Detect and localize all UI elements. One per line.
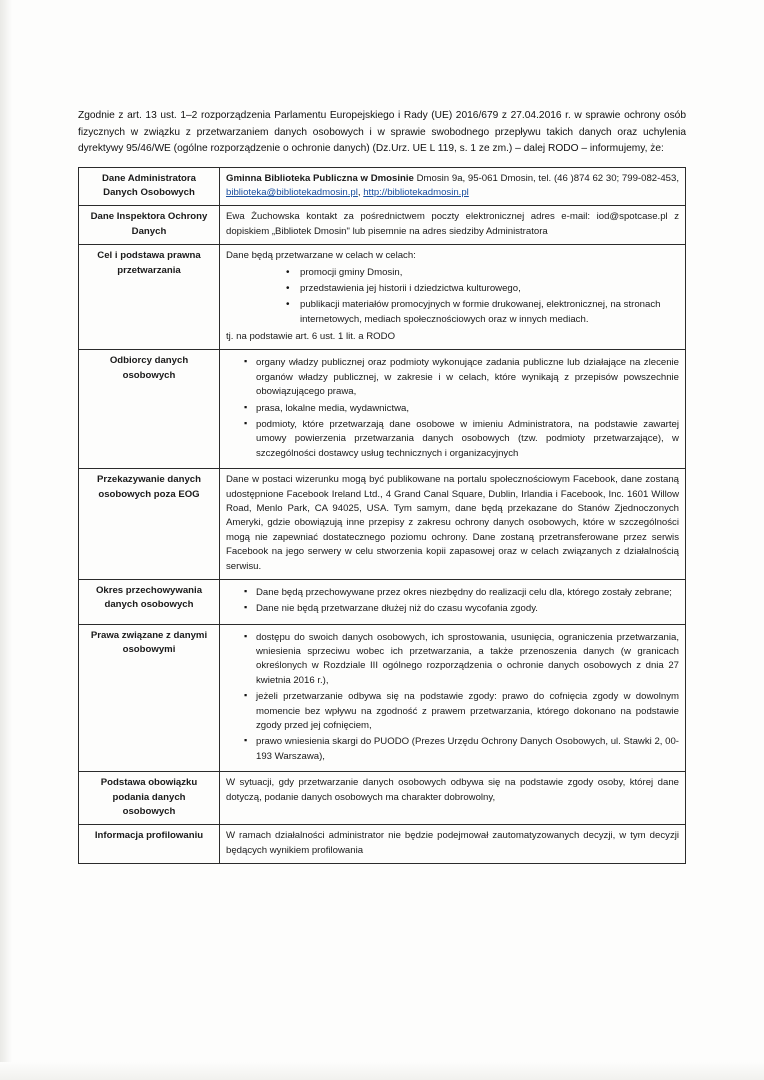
list-item: ▪ Dane nie będą przetwarzane dłużej niż do czasu wycofania zgody. [244, 602, 679, 616]
list-item: ▪ Dane będą przechowywane przez okres niezbędny do realizacji celu dla, którego zostały zebrane; [244, 586, 679, 600]
scan-edge-shadow-bottom [0, 1062, 764, 1080]
row-label-rights: Prawa związane z danymi osobowymi [79, 624, 220, 772]
row-content-recipients [220, 350, 686, 469]
table-row [79, 579, 686, 624]
row-label-inspector: Dane Inspektora Ochrony Danych [79, 206, 220, 245]
administrator-website-link[interactable]: http://bibliotekadmosin.pl [363, 186, 469, 198]
intro-paragraph: Zgodnie z art. 13 ust. 1–2 rozporządzenia Parlamentu Europejskiego i Rady (UE) 2016/679 z 27.04.2016 r. w sprawie ochrony osób fizycznych w związku z przetwarzaniem danych osobowych i w sprawie swobodnego przepływu takich danych oraz uchylenia dyrektywy 95/46/WE (ogólne rozporządzenie o ochronie danych) (Dz.Urz. UE L 119, s. 1 ze zm.) – dalej RODO – informujemy, że: [78, 110, 686, 155]
row-content-inspector: Ewa Żuchowska kontakt za pośrednictwem poczty elektronicznej adres e-mail: iod@spotcase.pl z dopiskiem „Bibliotek Dmosin" lub pisemnie na adres siedziby Administratora [220, 206, 686, 245]
list-item: ▪ jeżeli przetwarzanie odbywa się na podstawie zgody: prawo do cofnięcia zgody w dowolnym momencie bez wpływu na zgodność z prawem przetwarzania, którego dokonano na podstawie zgody przed jej cofnięciem, [244, 690, 679, 733]
scan-edge-shadow-left [0, 0, 12, 1080]
row-content-profiling: W ramach działalności administrator nie będzie podejmował zautomatyzowanych decyzji, w tym decyzji będących wynikiem profilowania [220, 825, 686, 864]
list-item: • przedstawienia jej historii i dziedzictwa kulturowego, [286, 282, 679, 296]
list-item: • promocji gminy Dmosin, [286, 266, 679, 280]
table-row [79, 825, 686, 864]
table-row [79, 167, 686, 206]
table-row [79, 624, 686, 772]
list-item: • publikacji materiałów promocyjnych w formie drukowanej, elektronicznej, na stronach internetowych, mediach społecznościowych oraz w innych mediach. [286, 298, 679, 327]
row-content-retention [220, 579, 686, 624]
purpose-list [226, 266, 679, 328]
recipients-list [226, 356, 679, 461]
row-label-purpose: Cel i podstawa prawna przetwarzania [79, 245, 220, 350]
table-row [79, 350, 686, 469]
administrator-address: Dmosin 9a, 95-061 Dmosin, tel. (46 )874 62 30; 799-082-453, [413, 172, 679, 184]
purpose-lead: Dane będą przetwarzane w celach w celach: [226, 250, 416, 262]
list-item: ▪ dostępu do swoich danych osobowych, ich sprostowania, usunięcia, ograniczenia przetwarzania, wniesienia sprzeciwu wobec ich przetwarzania, a także przenoszenia danych (w granicach określonych w Rozdziale III ogólnego rozporządzenia o ochronie danych osobowych z dnia 27 kwietnia 2016 r.), [244, 631, 679, 689]
row-label-obligation: Podstawa obowiązku podania danych osobowych [79, 772, 220, 825]
row-label-retention: Okres przechowywania danych osobowych [79, 579, 220, 624]
row-label-recipients: Odbiorcy danych osobowych [79, 350, 220, 469]
list-item: ▪ prawo wniesienia skargi do PUODO (Prezes Urzędu Ochrony Danych Osobowych, ul. Stawki 2, 00-193 Warszawa), [244, 735, 679, 764]
row-content-administrator [220, 167, 686, 206]
administrator-email-link[interactable]: biblioteka@bibliotekadmosin.pl [226, 186, 358, 198]
rodo-information-table [78, 167, 686, 865]
administrator-separator: , [357, 186, 364, 198]
list-item: ▪ podmioty, które przetwarzają dane osobowe w imieniu Administratora, na podstawie zawartej umowy powierzenia przetwarzania danych osobowych (tzw. podmioty przetwarzające), w szczególności dostawcy usług technicznych i organizacyjnych [244, 418, 679, 461]
rights-list [226, 631, 679, 765]
row-content-obligation: W sytuacji, gdy przetwarzanie danych osobowych odbywa się na podstawie zgody osoby, której dane dotyczą, podanie danych osobowych ma charakter dobrowolny, [220, 772, 686, 825]
retention-list [226, 586, 679, 617]
row-content-rights [220, 624, 686, 772]
list-item: ▪ organy władzy publicznej oraz podmioty wykonujące zadania publiczne lub działające na zlecenie organów władzy publicznej, w zakresie i w celach, które wynikają z przepisów powszechnie obowiązującego prawa, [244, 356, 679, 399]
list-item: ▪ prasa, lokalne media, wydawnictwa, [244, 402, 679, 416]
table-row [79, 772, 686, 825]
administrator-name: Gminna Biblioteka Publiczna w Dmosinie [226, 172, 414, 184]
row-label-administrator: Dane Administratora Danych Osobowych [79, 167, 220, 206]
purpose-tail: tj. na podstawie art. 6 ust. 1 lit. a RODO [226, 331, 396, 343]
row-content-purpose [220, 245, 686, 350]
table-row [79, 206, 686, 245]
table-row [79, 245, 686, 350]
row-content-transfer-outside-eea: Dane w postaci wizerunku mogą być publikowane na portalu społecznościowym Facebook, dane zostaną udostępnione Facebook Ireland Ltd., 4 Grand Canal Square, Dublin, Irlandia i Facebook, Inc. 1601 Willow Road, Menlo Park, CA 94025, USA. Tym samym, dane będą przekazane do Stanów Zjednoczonych Ameryki, gdzie obowiązują inne przepisy z zakresu ochrony danych osobowych, które w szczególności mogą nie zapewniać dostatecznego poziomu ochrony. Dane zostaną przetransferowane przez serwis Facebook na jego serwery w celu stworzenia kopii zapasowej oraz w celach związanych z działalnością serwisu. [220, 469, 686, 580]
row-label-transfer-outside-eea: Przekazywanie danych osobowych poza EOG [79, 469, 220, 580]
row-label-profiling: Informacja profilowaniu [79, 825, 220, 864]
table-row [79, 469, 686, 580]
